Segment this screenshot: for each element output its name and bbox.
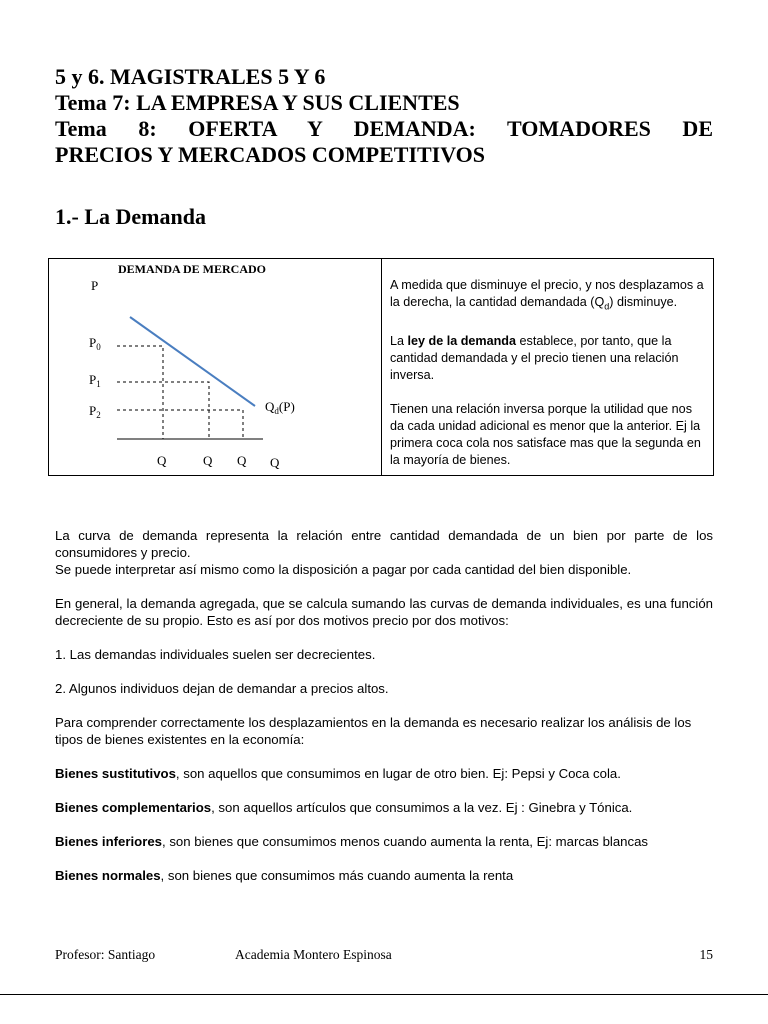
footer-rule xyxy=(0,994,768,995)
heading-line-1: 5 y 6. MAGISTRALES 5 Y 6 xyxy=(55,64,326,89)
quantity-label: Q xyxy=(157,453,167,468)
paragraph: Para comprender correctamente los desplazamientos en la demanda es necesario realizar los análisis de los tipos de bienes existentes en la economía: xyxy=(55,715,692,747)
demand-chart xyxy=(49,259,381,475)
box-divider xyxy=(381,259,382,475)
page-number: 15 xyxy=(699,947,713,962)
curve-label: $Q_d(P)$ xyxy=(265,399,295,416)
price-label-p2: $P_2$ xyxy=(89,403,101,420)
footer-author: Profesor: Santiago xyxy=(55,947,156,962)
footer-institution: Academia Montero Espinosa xyxy=(235,947,392,962)
list-item: 2. Algunos individuos dejan de demandar a precios altos. xyxy=(55,681,389,696)
demand-curve xyxy=(130,317,255,406)
list-item: 1. Las demandas individuales suelen ser decrecientes. xyxy=(55,647,376,662)
price-label-p0: $P_0$ xyxy=(89,335,101,352)
heading-line-2: Tema 7: LA EMPRESA Y SUS CLIENTES xyxy=(55,90,460,115)
chart-title: DEMANDA DE MERCADO xyxy=(118,262,266,276)
document-heading xyxy=(55,64,713,168)
body-text xyxy=(55,527,713,901)
guide-p0 xyxy=(117,346,163,439)
quantity-label: Q xyxy=(237,453,247,468)
quantity-label: Q xyxy=(203,453,213,468)
section-title: 1.- La Demanda xyxy=(55,204,206,229)
paragraph: La curva de demanda representa la relación entre cantidad demandada de un bien por parte de los consumidores y precio. Se puede interpretar así mismo como la disposición a pagar por cada cantidad del bien disponible. xyxy=(55,528,713,577)
figure-explanation xyxy=(390,277,704,486)
definition-item: Bienes inferiores, son bienes que consumimos menos cuando aumenta la renta, Ej: marcas blancas xyxy=(55,834,649,849)
guide-p2 xyxy=(117,410,243,439)
explanation-paragraph: La ley de la demanda establece, por tanto, que la cantidad demandada y el precio tienen una relación inversa. xyxy=(390,333,679,382)
heading-line-4: PRECIOS Y MERCADOS COMPETITIVOS xyxy=(55,142,486,167)
definition-item: Bienes complementarios, son aquellos artículos que consumimos a la vez. Ej : Ginebra y Tónica. xyxy=(55,800,633,815)
definition-item: Bienes normales, son bienes que consumimos más cuando aumenta la renta xyxy=(55,868,514,883)
quantity-label: Q xyxy=(270,455,280,470)
heading-line-3: Tema 8: OFERTA Y DEMANDA: TOMADORES DE xyxy=(55,116,713,141)
demand-figure-box xyxy=(48,258,714,476)
y-axis-label: P xyxy=(91,278,99,293)
paragraph: En general, la demanda agregada, que se calcula sumando las curvas de demanda individuales, es una función decreciente de su propio. Esto es así por dos motivos precio por dos motivos: xyxy=(55,596,713,628)
explanation-paragraph: A medida que disminuye el precio, y nos desplazamos a la derecha, la cantidad demandada $(Q_d)$ disminuye. xyxy=(390,278,704,312)
price-label-p1: $P_1$ xyxy=(89,372,101,389)
definition-item: Bienes sustitutivos, son aquellos que consumimos en lugar de otro bien. Ej: Pepsi y Coca cola. xyxy=(55,766,621,781)
explanation-paragraph: Tienen una relación inversa porque la utilidad que nos da cada unidad adicional es menor que la anterior. Ej la primera coca cola nos satisface mas que la segunda en la mayoría de bienes. xyxy=(390,401,701,467)
